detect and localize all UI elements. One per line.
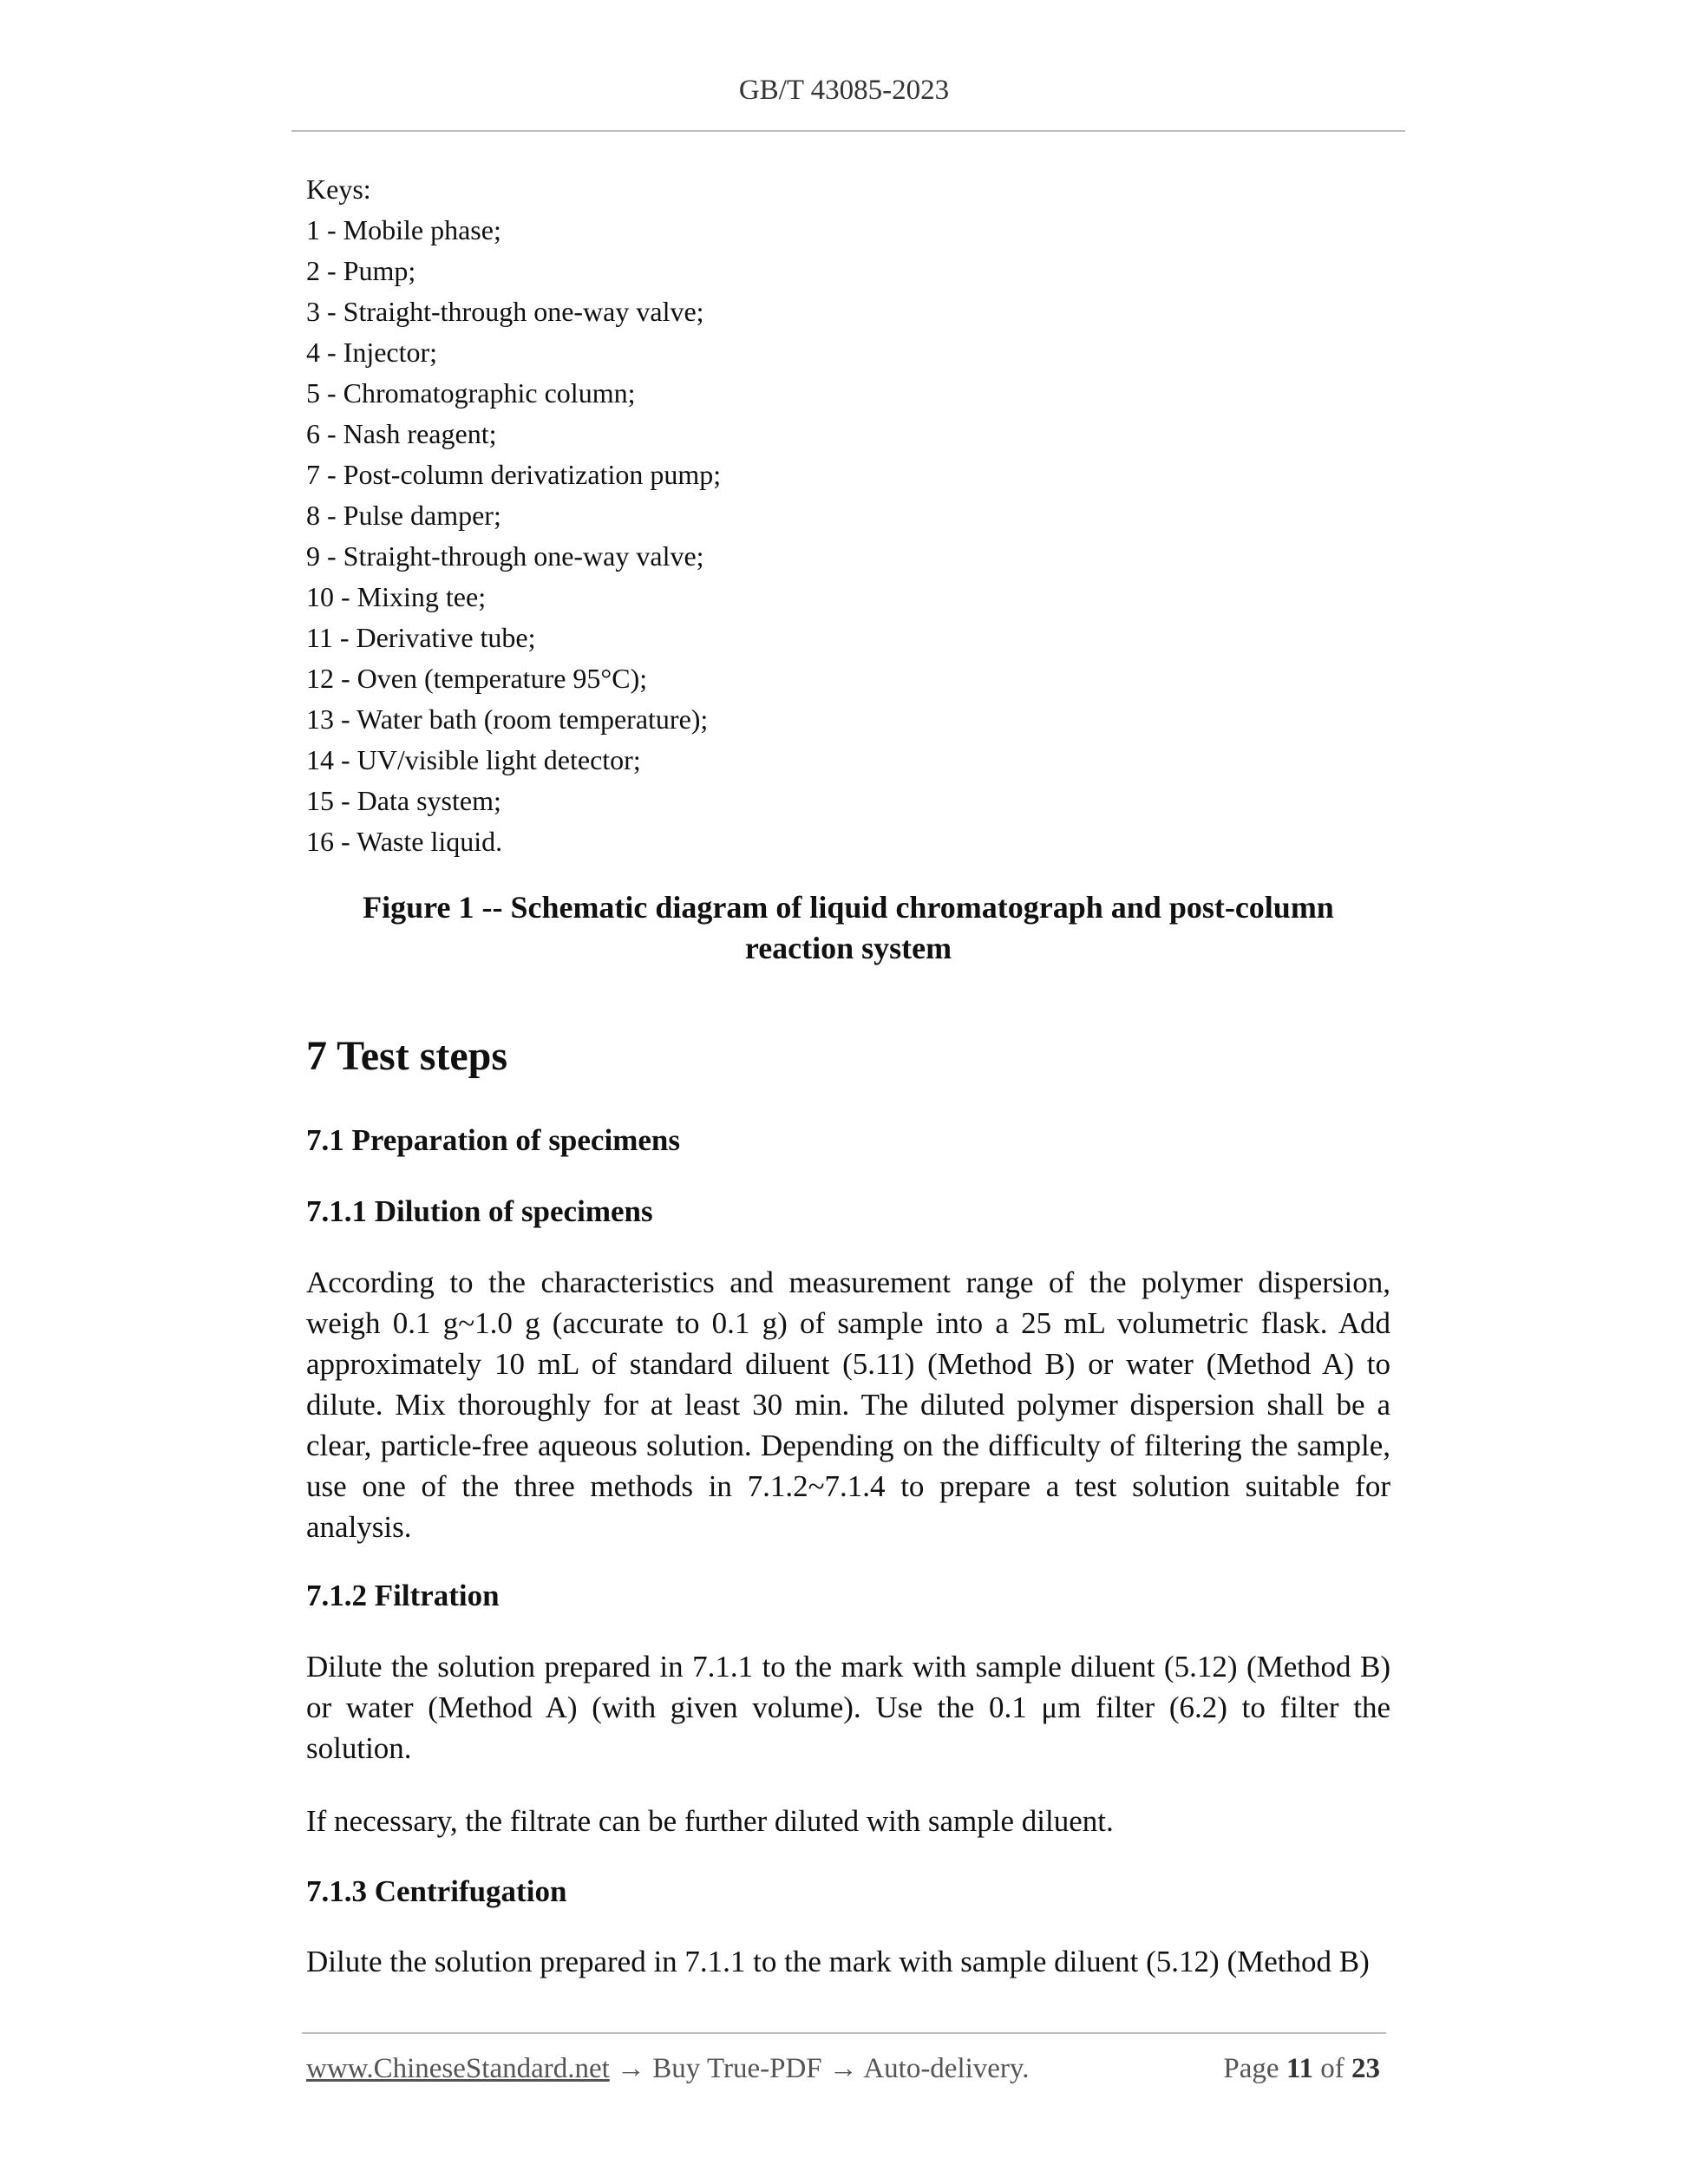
arrow-right-icon: → (828, 2053, 858, 2084)
key-item: 3 - Straight-through one-way valve; (306, 296, 704, 327)
of-label: of (1320, 2053, 1345, 2084)
page-total: 23 (1351, 2053, 1380, 2084)
footer-divider (302, 2032, 1386, 2034)
key-item: 7 - Post-column derivatization pump; (306, 459, 722, 490)
header-divider (291, 130, 1405, 132)
key-item: 13 - Water bath (room temperature); (306, 703, 709, 735)
paragraph: According to the characteristics and measurement range of the polymer dispersion, weigh 0.1 g~1.0 g (accurate to 0.1 g) of sample into a 25 mL volumetric flask. Add approximately 10 mL of standard diluent (5.11) (Method B) or water (Method A) to dilute. Mix thoroughly for at least 30 min. The diluted polymer dispersion shall be a clear, particle-free aqueous solution. Depending on the difficulty of filtering the sample, use one of the three methods in 7.1.2~7.1.4 to prepare a test solution suitable for analysis. (306, 1265, 1390, 1544)
keys-title: Keys: (306, 173, 371, 205)
footer-delivery-text: Auto-delivery. (863, 2053, 1030, 2084)
key-item: 9 - Straight-through one-way valve; (306, 540, 704, 572)
subsubsection-title: 7.1.2 Filtration (306, 1579, 500, 1612)
keys-list (306, 169, 721, 862)
key-item: 8 - Pulse damper; (306, 500, 501, 531)
subsection-title: 7.1 Preparation of specimens (306, 1123, 680, 1157)
footer-promo (306, 2053, 1030, 2085)
key-item: 16 - Waste liquid. (306, 826, 503, 857)
key-item: 11 - Derivative tube; (306, 622, 536, 653)
paragraph: Dilute the solution prepared in 7.1.1 to the mark with sample diluent (5.12) (Method B) (306, 1945, 1370, 1978)
key-item: 1 - Mobile phase; (306, 214, 501, 245)
subsubsection-title: 7.1.3 Centrifugation (306, 1874, 567, 1908)
page-number: 11 (1286, 2053, 1313, 2084)
key-item: 6 - Nash reagent; (306, 418, 497, 449)
paragraph: If necessary, the filtrate can be further diluted with sample diluent. (306, 1804, 1114, 1838)
key-item: 14 - UV/visible light detector; (306, 744, 641, 775)
key-item: 5 - Chromatographic column; (306, 377, 636, 409)
figure-caption: Figure 1 -- Schematic diagram of liquid chromatograph and post-column reaction system (363, 890, 1334, 965)
key-item: 10 - Mixing tee; (306, 581, 487, 612)
key-item: 15 - Data system; (306, 785, 501, 816)
footer-buy-text: Buy True-PDF (652, 2053, 822, 2084)
arrow-right-icon: → (617, 2053, 646, 2084)
key-item: 4 - Injector; (306, 337, 438, 368)
key-item: 12 - Oven (temperature 95°C); (306, 663, 648, 694)
subsubsection-title: 7.1.1 Dilution of specimens (306, 1194, 653, 1228)
page-label: Page (1223, 2053, 1279, 2084)
website-link[interactable]: www.ChineseStandard.net (306, 2053, 610, 2084)
page-indicator (1223, 2053, 1380, 2085)
key-item: 2 - Pump; (306, 255, 416, 286)
doc-header-id: GB/T 43085-2023 (738, 75, 950, 106)
section-title: 7 Test steps (306, 1033, 508, 1079)
paragraph: Dilute the solution prepared in 7.1.1 to the mark with sample diluent (5.12) (Method B) or water (Method A) (with given volume). Use the 0.1 μm filter (6.2) to filter the solution. (306, 1650, 1390, 1765)
